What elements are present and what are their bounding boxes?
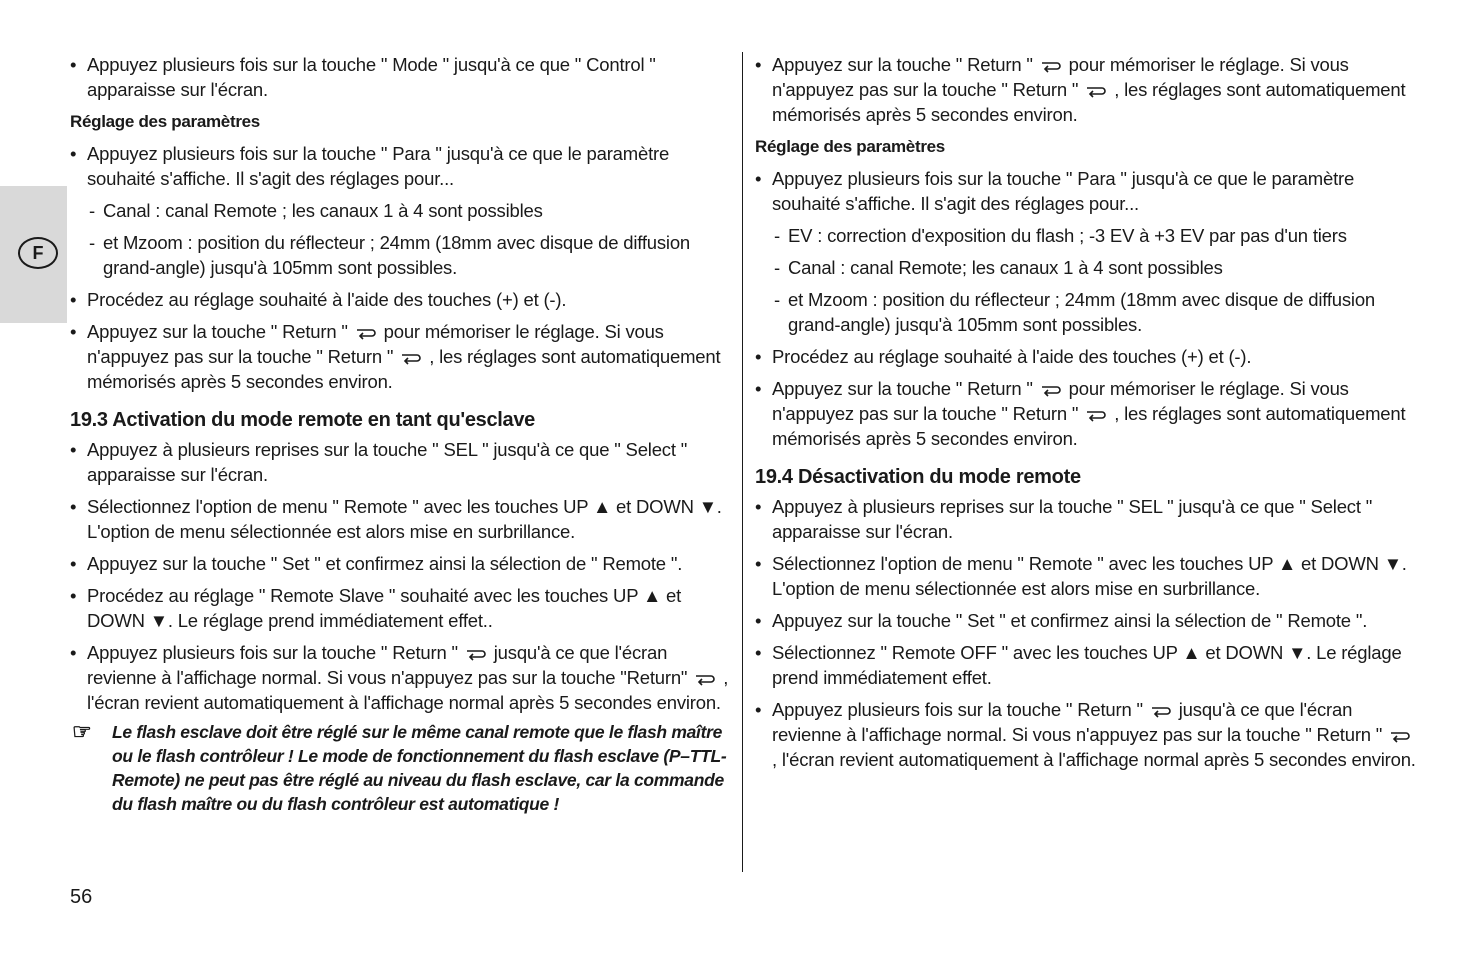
list-item: • Appuyez sur la touche " Return " pour mémoriser le réglage. Si vous n'appuyez pas sur la touche " Return " , les réglages sont automatiquement mémorisés après 5 secondes environ. xyxy=(755,54,1406,125)
return-icon xyxy=(1389,729,1411,743)
return-icon xyxy=(400,351,422,365)
list-item-text: Sélectionnez " Remote OFF " avec les touches UP ▲ et DOWN ▼. Le réglage prend immédiatement effet. xyxy=(772,642,1402,688)
sub-list-item: - et Mzoom : position du réflecteur ; 24mm (18mm avec disque de diffusion grand-angle) jusqu'à 105mm sont possibles. xyxy=(89,232,690,278)
return-icon xyxy=(1085,84,1107,98)
list-item: • Appuyez à plusieurs reprises sur la touche " SEL " jusqu'à ce que " Select " apparaisse sur l'écran. xyxy=(755,496,1373,542)
return-icon xyxy=(355,326,377,340)
sub-list-item-text: Canal : canal Remote ; les canaux 1 à 4 sont possibles xyxy=(103,200,543,221)
right-column xyxy=(755,52,1420,779)
list-item: • Appuyez à plusieurs reprises sur la touche " SEL " jusqu'à ce que " Select " apparaisse sur l'écran. xyxy=(70,439,688,485)
list-item: • Appuyez plusieurs fois sur la touche " Para " jusqu'à ce que le paramètre souhaité s'affiche. Il s'agit des réglages pour... xyxy=(70,143,670,189)
list-item-text: Procédez au réglage souhaité à l'aide des touches (+) et (-). xyxy=(87,289,567,310)
list-item-text: pour mémoriser le réglage. Si vous n'appuyez pas sur la touche " Return " xyxy=(772,378,1349,424)
list-item-text: , les réglages sont automatiquement mémorisés après 5 secondes environ. xyxy=(772,79,1406,125)
list-item-text: Appuyez plusieurs fois sur la touche " Para " jusqu'à ce que le paramètre souhaité s'affiche. Il s'agit des réglages pour... xyxy=(87,143,670,189)
list-item: • Appuyez sur la touche " Return " pour mémoriser le réglage. Si vous n'appuyez pas sur la touche " Return " , les réglages sont automatiquement mémorisés après 5 secondes environ. xyxy=(70,321,721,392)
list-item: • Procédez au réglage souhaité à l'aide des touches (+) et (-). xyxy=(70,289,567,310)
list-item: • Appuyez plusieurs fois sur la touche " Para " jusqu'à ce que le paramètre souhaité s'affiche. Il s'agit des réglages pour... xyxy=(755,168,1355,214)
return-icon xyxy=(694,672,716,686)
list-item: • Appuyez plusieurs fois sur la touche " Return " jusqu'à ce que l'écran revienne à l'affichage normal. Si vous n'appuyez pas sur la touche "Return" , l'écran revient automatiquement à l'affichage normal après 5 secondes environ. xyxy=(70,642,729,713)
list-item-text: pour mémoriser le réglage. Si vous n'appuyez pas sur la touche " Return " xyxy=(772,54,1349,100)
list-item-text: Appuyez sur la touche " Return " xyxy=(772,378,1033,399)
sub-list-item-text: EV : correction d'exposition du flash ; -3 EV à +3 EV par pas d'un tiers xyxy=(788,225,1347,246)
return-icon xyxy=(1040,59,1062,73)
list-item: • Appuyez plusieurs fois sur la touche " Return " jusqu'à ce que l'écran revienne à l'affichage normal. Si vous n'appuyez pas sur la touche " Return " , l'écran revient automatiquement à l'affichage normal après 5 secondes environ. xyxy=(755,699,1416,770)
section-heading: 19.3 Activation du mode remote en tant qu'esclave xyxy=(70,409,536,431)
left-column xyxy=(70,52,732,816)
list-item-text: Procédez au réglage souhaité à l'aide des touches (+) et (-). xyxy=(772,346,1252,367)
list-item-text: jusqu'à ce que l'écran revienne à l'affichage normal. Si vous n'appuyez pas sur la touche " Return " xyxy=(772,699,1383,745)
list-item-text: Appuyez à plusieurs reprises sur la touche " SEL " jusqu'à ce que " Select " apparaisse sur l'écran. xyxy=(772,496,1373,542)
return-icon xyxy=(1085,408,1107,422)
list-item: • Appuyez sur la touche " Set " et confirmez ainsi la sélection de " Remote ". xyxy=(70,553,683,574)
list-item: • Sélectionnez " Remote OFF " avec les touches UP ▲ et DOWN ▼. Le réglage prend immédiatement effet. xyxy=(755,642,1402,688)
section-heading: 19.4 Désactivation du mode remote xyxy=(755,466,1081,488)
sub-list-item-text: Canal : canal Remote; les canaux 1 à 4 sont possibles xyxy=(788,257,1223,278)
list-item: • Sélectionnez l'option de menu " Remote " avec les touches UP ▲ et DOWN ▼. L'option de menu sélectionnée est alors mise en surbrillance. xyxy=(755,553,1407,599)
note-text: Le flash esclave doit être réglé sur le même canal remote que le flash maître ou le flash contrôleur ! Le mode de fonctionnement du flash esclave (P–TTL-Remote) ne peut pas être réglé au niveau du flash esclave, car la commande du flash maître ou du flash contrôleur est automatique ! xyxy=(112,722,727,814)
sub-list-item: - EV : correction d'exposition du flash ; -3 EV à +3 EV par pas d'un tiers xyxy=(774,225,1347,246)
list-item-text: , l'écran revient automatiquement à l'affichage normal après 5 secondes environ. xyxy=(772,749,1416,770)
list-item-text: Appuyez sur la touche " Return " xyxy=(772,54,1033,75)
list-item-text: Appuyez à plusieurs reprises sur la touche " SEL " jusqu'à ce que " Select " apparaisse sur l'écran. xyxy=(87,439,688,485)
sub-list-item: - et Mzoom : position du réflecteur ; 24mm (18mm avec disque de diffusion grand-angle) jusqu'à 105mm sont possibles. xyxy=(774,289,1375,335)
list-item: • Appuyez sur la touche " Return " pour mémoriser le réglage. Si vous n'appuyez pas sur la touche " Return " , les réglages sont automatiquement mémorisés après 5 secondes environ. xyxy=(755,378,1406,449)
return-icon xyxy=(1150,704,1172,718)
return-icon xyxy=(465,647,487,661)
sub-list-item-text: et Mzoom : position du réflecteur ; 24mm (18mm avec disque de diffusion grand-angle) jusqu'à 105mm sont possibles. xyxy=(788,289,1375,335)
list-item: • Procédez au réglage " Remote Slave " souhaité avec les touches UP ▲ et DOWN ▼. Le réglage prend immédiatement effet.. xyxy=(70,585,682,631)
sub-list-item-text: et Mzoom : position du réflecteur ; 24mm (18mm avec disque de diffusion grand-angle) jusqu'à 105mm sont possibles. xyxy=(103,232,690,278)
sub-list-item: - Canal : canal Remote ; les canaux 1 à 4 sont possibles xyxy=(89,200,543,221)
sub-list-item: - Canal : canal Remote; les canaux 1 à 4 sont possibles xyxy=(774,257,1223,278)
subheading: Réglage des paramètres xyxy=(70,112,260,131)
language-badge: F xyxy=(18,237,58,269)
list-item-text: , les réglages sont automatiquement mémorisés après 5 secondes environ. xyxy=(772,403,1406,449)
list-item: • Appuyez sur la touche " Set " et confirmez ainsi la sélection de " Remote ". xyxy=(755,610,1368,631)
list-item-text: , les réglages sont automatiquement mémorisés après 5 secondes environ. xyxy=(87,346,721,392)
subheading: Réglage des paramètres xyxy=(755,137,945,156)
list-item-text: Appuyez plusieurs fois sur la touche " Return " xyxy=(772,699,1143,720)
column-divider xyxy=(742,52,743,872)
list-item-text: jusqu'à ce que l'écran revienne à l'affichage normal. Si vous n'appuyez pas sur la touche "Return" xyxy=(87,642,688,688)
list-item-text: pour mémoriser le réglage. Si vous n'appuyez pas sur la touche " Return " xyxy=(87,321,664,367)
list-item: • Procédez au réglage souhaité à l'aide des touches (+) et (-). xyxy=(755,346,1252,367)
list-item-text: Procédez au réglage " Remote Slave " souhaité avec les touches UP ▲ et DOWN ▼. Le réglage prend immédiatement effet.. xyxy=(87,585,682,631)
list-item-text: , l'écran revient automatiquement à l'affichage normal après 5 secondes environ. xyxy=(87,667,729,713)
list-item-text: Appuyez plusieurs fois sur la touche " Return " xyxy=(87,642,458,663)
list-item-text: Appuyez plusieurs fois sur la touche " Mode " jusqu'à ce que " Control " apparaisse sur l'écran. xyxy=(87,54,656,100)
list-item-text: Appuyez sur la touche " Return " xyxy=(87,321,348,342)
return-icon xyxy=(1040,383,1062,397)
list-item-text: Appuyez sur la touche " Set " et confirmez ainsi la sélection de " Remote ". xyxy=(772,610,1368,631)
pointing-hand-icon: ☞ xyxy=(72,719,92,744)
list-item: • Sélectionnez l'option de menu " Remote " avec les touches UP ▲ et DOWN ▼. L'option de menu sélectionnée est alors mise en surbrillance. xyxy=(70,496,722,542)
list-item-text: Sélectionnez l'option de menu " Remote " avec les touches UP ▲ et DOWN ▼. L'option de menu sélectionnée est alors mise en surbrillance. xyxy=(772,553,1407,599)
list-item-text: Appuyez sur la touche " Set " et confirmez ainsi la sélection de " Remote ". xyxy=(87,553,683,574)
list-item: • Appuyez plusieurs fois sur la touche " Mode " jusqu'à ce que " Control " apparaisse sur l'écran. xyxy=(70,54,656,100)
list-item-text: Appuyez plusieurs fois sur la touche " Para " jusqu'à ce que le paramètre souhaité s'affiche. Il s'agit des réglages pour... xyxy=(772,168,1355,214)
page-number: 56 xyxy=(70,886,93,908)
list-item-text: Sélectionnez l'option de menu " Remote " avec les touches UP ▲ et DOWN ▼. L'option de menu sélectionnée est alors mise en surbrillance. xyxy=(87,496,722,542)
note-block xyxy=(70,720,732,816)
